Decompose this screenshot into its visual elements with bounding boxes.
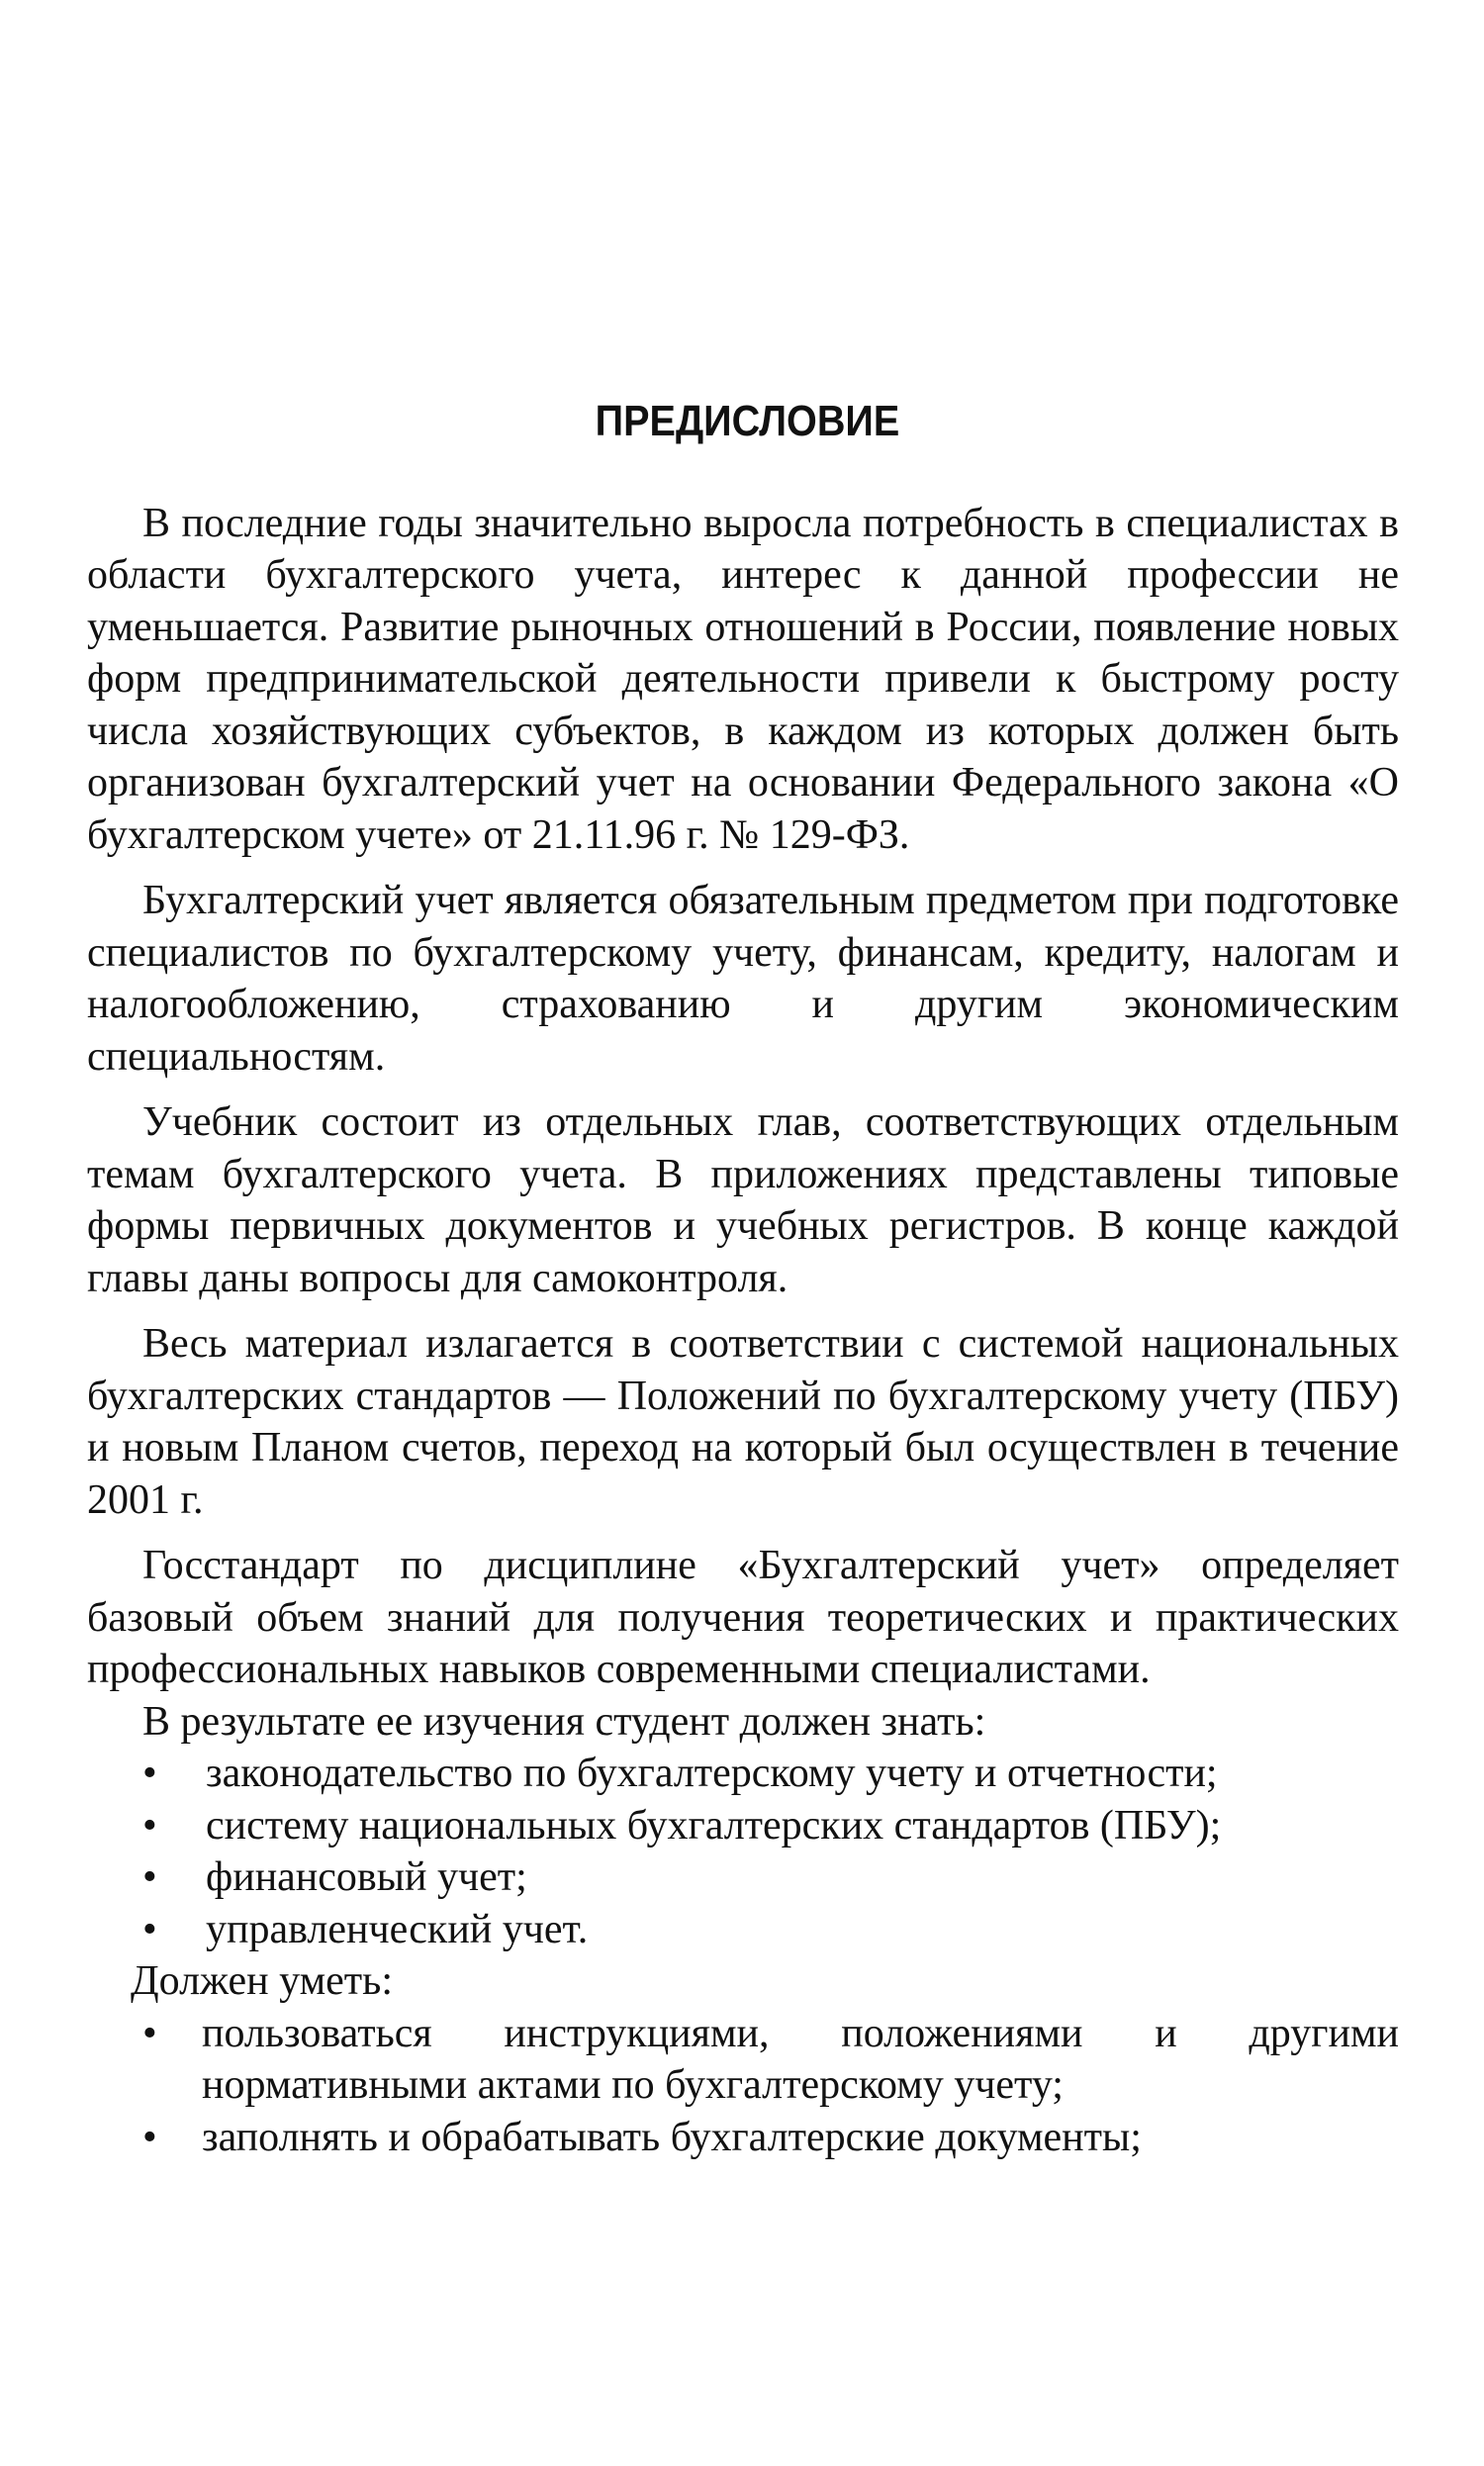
document-page: [87, 396, 1399, 2163]
bullet-icon: •: [142, 1751, 157, 1796]
bullet-icon: •: [142, 1906, 157, 1952]
list-item-text: управленческий учет.: [206, 1906, 589, 1952]
list-item: [87, 1851, 1399, 1904]
list-item: [87, 1904, 1399, 1956]
bullet-icon: •: [142, 2114, 157, 2160]
list-item: [87, 1800, 1399, 1852]
paragraph-1: В последние годы значительно выросла потребность в специалистах в области бухгалтерского учета, интерес к данной профессии не уменьшается. Развитие рыночных отношений в России, появление новых форм предпринимательской деятельности привели к быстрому росту числа хозяйствующих субъектов, в каждом из которых должен быть организован бухгалтерский учет на основании Федерального закона «О бухгалтерском учете» от 21.11.96 г. № 129-ФЗ.: [87, 500, 1399, 858]
page-title: ПРЕДИСЛОВИЕ: [595, 397, 900, 445]
list-item: [87, 1748, 1399, 1800]
bullet-icon: •: [142, 2010, 157, 2056]
list-item: [87, 2112, 1399, 2164]
know-intro: В результате ее изучения студент должен знать:: [142, 1698, 986, 1745]
list-item-text: финансовый учет;: [206, 1854, 527, 1900]
know-list: [87, 1748, 1399, 1955]
paragraph-2: Бухгалтерский учет является обязательным предметом при подготовке специалистов по бухгалтерскому учету, финансам, кредиту, налогам и налогообложению, страхованию и другим экономическим специальностям.: [87, 878, 1399, 1080]
list-item: [87, 2008, 1399, 2112]
bullet-icon: •: [142, 1802, 157, 1849]
paragraph-3: Учебник состоит из отдельных глав, соответствующих отдельным темам бухгалтерского учета. В приложениях представлены типовые формы первичных документов и учебных регистров. В конце каждой главы даны вопросы для самоконтроля.: [87, 1099, 1399, 1301]
paragraph-4: Весь материал излагается в соответствии с системой национальных бухгалтерских стандартов — Положений по бухгалтерскому учету (ПБУ) и новым Планом счетов, переход на который был осуществлен в течение 2001 г.: [87, 1321, 1399, 1523]
list-item-text: законодательство по бухгалтерскому учету и отчетности;: [206, 1751, 1218, 1796]
list-item-text: заполнять и обрабатывать бухгалтерские документы;: [202, 2114, 1142, 2160]
list-item-text: систему национальных бухгалтерских стандартов (ПБУ);: [206, 1802, 1222, 1849]
can-intro: Должен уметь:: [131, 1958, 393, 2004]
list-item-text: пользоваться инструкциями, положениями и другими нормативными актами по бухгалтерскому учету;: [202, 2010, 1399, 2108]
paragraph-5: Госстандарт по дисциплине «Бухгалтерский учет» определяет базовый объем знаний для получения теоретических и практических профессиональных навыков современными специалистами.: [87, 1543, 1399, 1692]
bullet-icon: •: [142, 1854, 157, 1900]
can-list: [87, 2008, 1399, 2164]
